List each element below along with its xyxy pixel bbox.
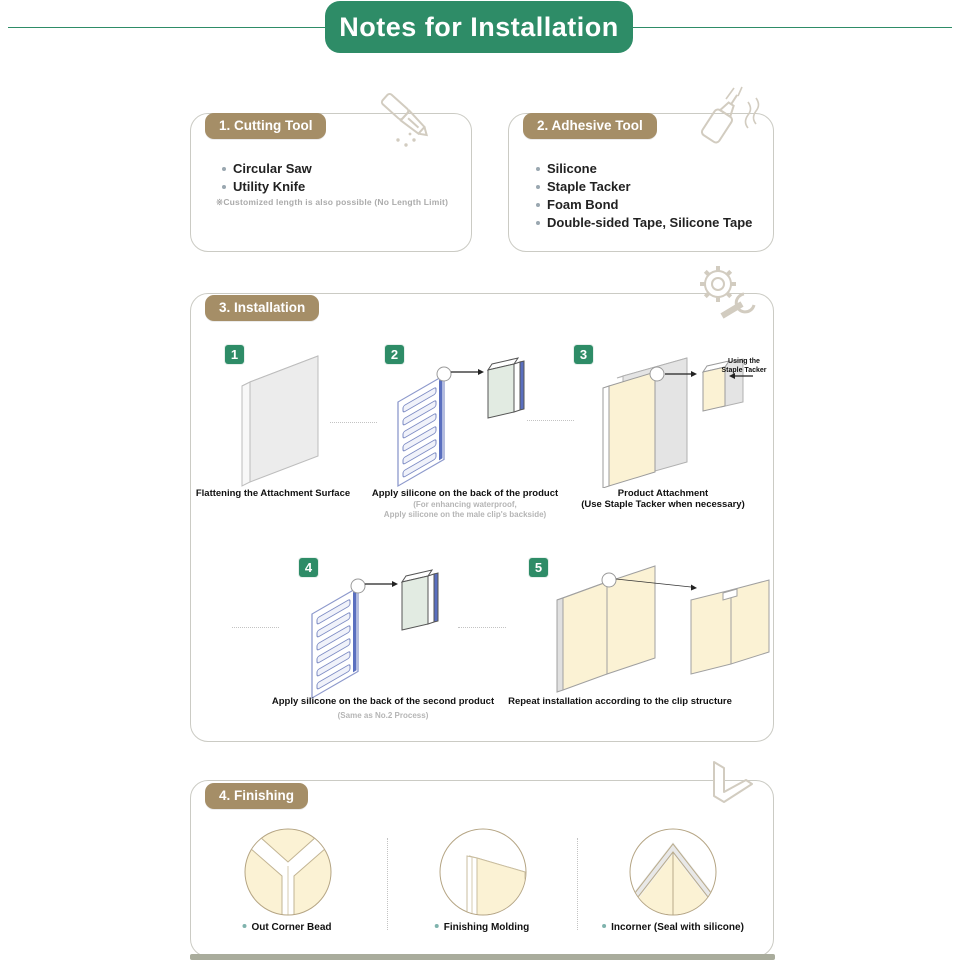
list-item: Foam Bond [536, 196, 752, 214]
dotted-separator [458, 627, 506, 628]
dotted-separator [232, 627, 279, 628]
incorner-diagram [627, 826, 719, 918]
step4-caption: Apply silicone on the back of the second product [271, 696, 495, 707]
finishing-item-caption: Incorner (Seal with silicone) [602, 922, 744, 933]
adhesive-tool-label: 2. Adhesive Tool [523, 113, 657, 139]
cutting-tool-label: 1. Cutting Tool [205, 113, 326, 139]
step3-caption: Product Attachment [617, 488, 709, 499]
list-item: Circular Saw [222, 160, 312, 178]
step4-subcaption: (Same as No.2 Process) [337, 711, 429, 720]
staple-tacker-annotation [716, 357, 772, 375]
installation-label: 3. Installation [205, 295, 319, 321]
step5-repeat-diagram [545, 560, 770, 695]
finishing-item-caption: Out Corner Bead [242, 922, 331, 933]
step-badge-3: 3 [574, 345, 593, 364]
out-corner-bead-diagram [242, 826, 334, 918]
step-badge-4: 4 [299, 558, 318, 577]
step2-subcaption: (For enhancing waterproof, [413, 500, 517, 509]
list-item: Staple Tacker [536, 178, 752, 196]
page-title: Notes for Installation [325, 1, 633, 53]
step3-caption-line2: (Use Staple Tacker when necessary) [581, 499, 745, 510]
step-badge-1: 1 [225, 345, 244, 364]
step5-caption: Repeat installation according to the clip structure [508, 696, 732, 707]
list-item: Utility Knife [222, 178, 312, 196]
utility-knife-icon [372, 90, 442, 152]
step-badge-5: 5 [529, 558, 548, 577]
annotation-line: Using the [728, 358, 760, 365]
step2-subcaption: Apply silicone on the male clip's backside) [383, 510, 547, 519]
finishing-item-caption: Finishing Molding [435, 922, 530, 933]
step1-caption: Flattening the Attachment Surface [195, 488, 351, 499]
annotation-line: Staple Tacker [721, 367, 767, 374]
dotted-separator [387, 838, 388, 930]
step1-panel-diagram [230, 348, 330, 488]
step-badge-2: 2 [385, 345, 404, 364]
corner-molding-icon [702, 758, 758, 810]
adhesive-tool-list [536, 160, 752, 232]
footer-bar [190, 954, 775, 960]
step4-silicone-diagram [300, 562, 450, 702]
dotted-separator [330, 422, 377, 423]
finishing-label: 4. Finishing [205, 783, 308, 809]
list-item: Double-sided Tape, Silicone Tape [536, 214, 752, 232]
cutting-tool-list [222, 160, 312, 196]
step2-silicone-diagram [386, 350, 536, 490]
silicone-tube-icon [698, 86, 764, 154]
list-item: Silicone [536, 160, 752, 178]
cutting-note: ※Customized length is also possible (No Length Limit) [216, 197, 449, 207]
finishing-molding-diagram [437, 826, 529, 918]
dotted-separator [577, 838, 578, 930]
gear-wrench-icon [692, 262, 758, 324]
dotted-separator [527, 420, 574, 421]
step2-caption: Apply silicone on the back of the product [371, 488, 559, 499]
